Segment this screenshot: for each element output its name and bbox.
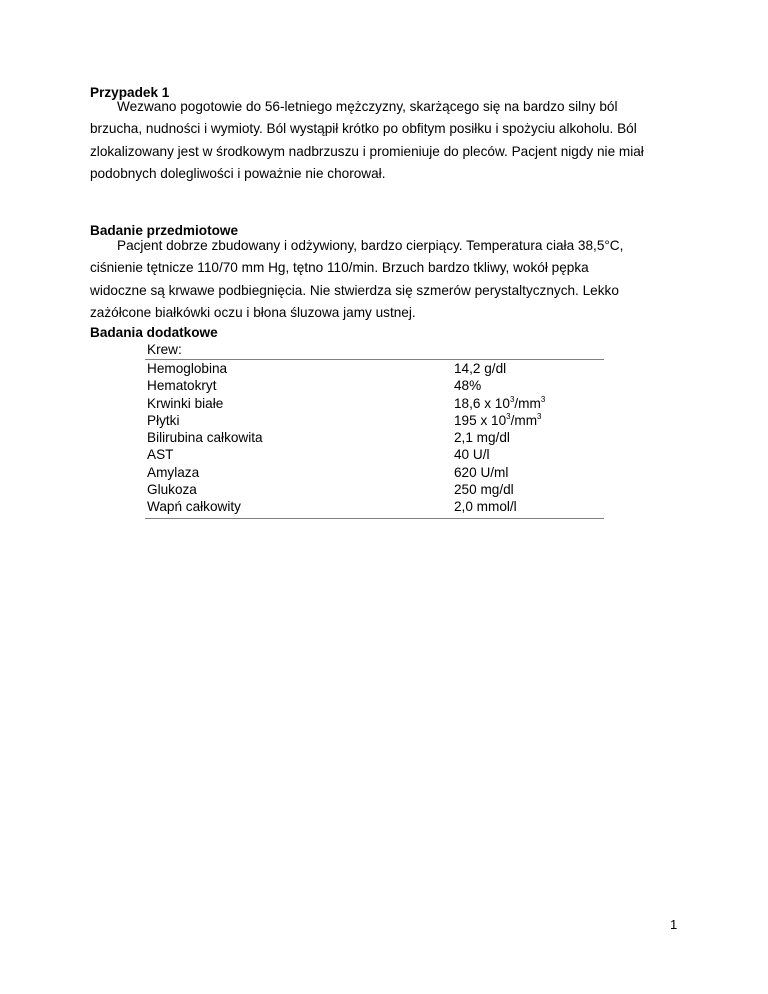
extra-heading: Badania dodatkowe	[90, 325, 218, 340]
case-heading: Przypadek 1	[90, 85, 170, 100]
lab-value: 2,0 mmol/l	[454, 499, 517, 515]
lab-value: 48%	[454, 378, 482, 394]
lab-value: 14,2 g/dl	[454, 361, 507, 376]
exam-line-4: zażółcone białkówki oczu i błona śluzowa jamy ustnej.	[90, 305, 416, 321]
case-line-3: zlokalizowany jest w środkowym nadbrzuszu i promieniuje do pleców. Pacjent nigdy nie miał	[90, 143, 644, 159]
lab-results-table	[145, 340, 604, 519]
table-header-blood: Krew:	[145, 340, 604, 360]
exam-line-3: widoczne są krwawe podbiegnięcia. Nie stwierdza się szmerów perystaltycznych. Lekko	[90, 282, 619, 298]
lab-value: 620 U/ml	[454, 464, 509, 480]
table-row	[145, 446, 604, 463]
exam-paragraph	[90, 235, 690, 325]
lab-value: 2,1 mg/dl	[454, 430, 510, 446]
exam-heading: Badanie przedmiotowe	[90, 223, 239, 238]
case-line-2: brzucha, nudności i wymioty. Ból wystąpił krótko po obfitym posiłku i spożyciu alkoholu. Ból	[90, 121, 637, 137]
lab-name: Hematokryt	[147, 378, 217, 394]
table-row	[145, 481, 604, 498]
case-paragraph	[90, 96, 690, 186]
lab-value: 18,6 x $10^3/mm^3$	[454, 394, 546, 411]
table-row	[145, 377, 604, 394]
table-row	[145, 464, 604, 481]
lab-value: 40 U/l	[454, 447, 490, 463]
table-row	[145, 360, 604, 377]
table-row	[145, 412, 604, 429]
lab-name: Hemoglobina	[147, 361, 228, 376]
lab-name: Bilirubina całkowita	[147, 430, 263, 446]
lab-name: Wapń całkowity	[147, 499, 241, 515]
case-line-1: Wezwano pogotowie do 56-letniego mężczyzny, skarżącego się na bardzo silny ból	[117, 99, 618, 114]
lab-name: AST	[147, 447, 174, 463]
lab-name: Płytki	[147, 412, 180, 428]
case-line-4: podobnych dolegliwości i poważnie nie chorował.	[90, 166, 386, 182]
exam-line-1: Pacjent dobrze zbudowany i odżywiony, bardzo cierpiący. Temperatura ciała 38,5°C,	[117, 238, 624, 253]
table-row	[145, 498, 604, 515]
lab-value: 250 mg/dl	[454, 482, 514, 498]
lab-rows	[145, 360, 604, 519]
lab-name: Amylaza	[147, 464, 200, 480]
page-number: 1	[670, 917, 678, 932]
table-row	[145, 395, 604, 412]
lab-name: Krwinki białe	[147, 395, 224, 411]
exam-line-2: ciśnienie tętnicze 110/70 mm Hg, tętno 110/min. Brzuch bardzo tkliwy, wokół pępka	[90, 260, 589, 276]
table-row	[145, 429, 604, 446]
lab-value: 195 x $10^3/mm^3$	[454, 411, 542, 428]
lab-name: Glukoza	[147, 482, 197, 498]
